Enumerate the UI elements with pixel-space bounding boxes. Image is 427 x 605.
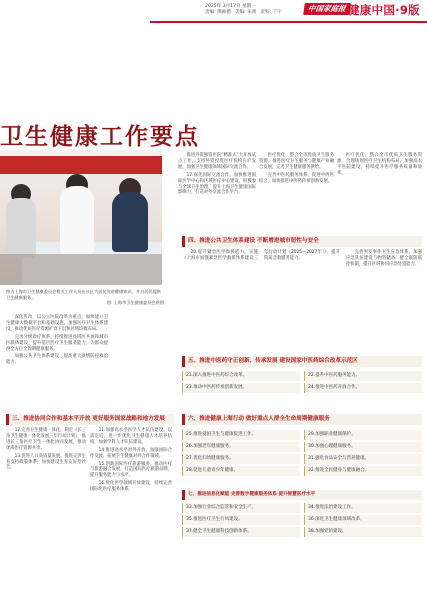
paragraph: 12.完善卫生健康一体化。制定《长三角卫生健康一体化发展三年行动计划》，推进长三角医疗卫生一体化协同发展，推动优质医疗资源共享。 <box>6 428 86 451</box>
paragraph: 医疗优化，整合全市优质卫生服务资源，合理规划医疗卫生机构布局，加强高水平医院建设，持续提升医疗服务质量和效率。 <box>337 153 422 176</box>
article-headline: 卫生健康工作要点 <box>0 123 200 150</box>
section-heading-text: 三、推进协同合作和基本平开放 更好服务国家战略和地方发展 <box>12 416 165 422</box>
paragraph: 17.深化国际交流合作。加快推进国际医学中心和区域医疗中心建设，积极参与全球卫生治理，提升上海卫生健康国际影响力，打造对外交流合作平台。 <box>178 172 256 196</box>
photo-credit: 图: 上海市卫生健康委员会供图 <box>106 300 164 306</box>
body-column-2 <box>90 428 172 495</box>
paragraph: 加强公共卫生体系建设，提高重大疫情防控救治能力。 <box>6 354 108 366</box>
editor-credit: 责编: 熊师德 <box>205 10 231 15</box>
section-heading-3 <box>6 414 174 425</box>
paragraph: 推进外资独资医院“精准式”大开放试点工作，支持外资投资医疗机构在沪发展，加强卫生健康领域国际交流合作。 <box>178 153 256 170</box>
task-item: 23.推动中医药传承创新发展。 <box>182 383 300 393</box>
section-heading-text: 四、推进公共卫生体系建设 不断增进城市韧性与安全 <box>188 238 319 244</box>
photo-caption-text: 图为上海市卫生健康委员会相关工作人员在社区为居民宣讲健康知识，并为居民提供卫生健康服务。 <box>6 289 161 300</box>
task-item: 29.加强职业健康保护。 <box>304 430 422 440</box>
paragraph: 20.提升紧急医学救援能力。实施《上海市加强紧急医学救援体系建设三年行动计划（2025—2027年）》，提升院前急救服务能力。 <box>182 250 340 261</box>
section-7-task-list <box>182 503 422 537</box>
paragraph: 完善中医药服务体系，促进中西医结合，加快推进中医药传承创新发展。 <box>259 172 334 184</box>
task-item: 30.加强心理健康服务。 <box>304 442 422 452</box>
body-column-4 <box>259 153 334 187</box>
task-item: 32.推进全民健身与健康融合。 <box>304 466 422 476</box>
body-column-5 <box>337 153 422 179</box>
art-credit: 美编: 朱蕾 <box>234 10 257 15</box>
task-item: 26.加强老年健康服务。 <box>182 442 300 452</box>
paragraph: 14.推进高水平对外开放。加强国际合作交流，拓展卫生健康对外合作领域。 <box>90 447 172 459</box>
task-item: 33.加强行业综合监管和安全生产。 <box>182 503 300 513</box>
section-heading-7 <box>182 490 422 500</box>
section-6-task-list <box>182 430 422 476</box>
task-item: 36.深化卫生健康领域改革。 <box>304 515 422 525</box>
task-item: 31.强化食品安全与营养健康。 <box>304 454 422 464</box>
paragraph: 完善突发事件卫生应急体系，加强应急队伍建设与物资储备，健全联防联控机制，提升区域协同应急处置能力。 <box>346 250 422 267</box>
photo-person <box>60 186 94 254</box>
body-column-1 <box>6 315 108 368</box>
task-item: 27.优化妇幼健康服务。 <box>182 454 300 464</box>
section-heading-5 <box>182 356 422 367</box>
photo-banner <box>0 156 162 174</box>
paragraph: 16.优化医学领域开放建设，持续完善国际化医疗服务体系。 <box>90 481 172 493</box>
body-column-5b <box>182 250 422 268</box>
section-heading-text: 五、推进中医药守正创新、传承发展 建设国家中医药综合改革示范区 <box>188 358 358 364</box>
paragraph: 医疗优化，整合全市优质卫生服务资源，推进医疗卫生服务与健康产业融合发展，完善卫生健康服务供给。 <box>259 153 334 170</box>
proof-credit: 责校: 丁宇 <box>260 10 282 15</box>
paragraph: 11.加强高水平医学人才队伍建设。以需定培，进一步优化卫生健康人才培养结构，加强学科人才队伍建设。 <box>90 428 172 445</box>
masthead-rule <box>150 21 427 23</box>
paragraph: 深化医改，以公立医院改革为重点，加快建立卫生健康大数据平台和基础设施，加强医疗卫生体系建设，推动优质医疗资源扩容下沉和区域均衡布局。 <box>6 315 108 332</box>
task-item: 21.深入推进中医药综合改革。 <box>182 371 300 381</box>
paragraph: 完善分级诊疗体系，持续推进县域医共体和城市医联体建设，提升基层医疗卫生服务能力，为群众提供全方位全周期健康服务。 <box>6 334 108 352</box>
body-column-3 <box>178 153 256 198</box>
section-heading-text: 六、推进健康上海行动 做好重点人群全生命周期健康服务 <box>188 416 330 422</box>
section-heading-text: 七、推进信息化赋能 完善数字健康服务体系 提升智慧医疗水平 <box>188 492 316 497</box>
task-item: 35.推进医疗卫生行风建设。 <box>182 515 300 525</box>
task-item: 28.促进儿童青少年健康。 <box>182 466 300 476</box>
task-item: 22.提升中医药服务能力。 <box>304 371 422 381</box>
photo-person <box>112 192 148 252</box>
issue-date: 2025年 3月17日 星期一 <box>205 4 256 9</box>
masthead <box>0 0 427 20</box>
photo-person <box>6 198 36 258</box>
task-item: 25.推进爱国卫生与健康促进工作。 <box>182 430 300 440</box>
newspaper-logo: 中国家庭报 <box>303 3 350 15</box>
paragraph: 13.促进人口高质量发展。推进完善生育支持政策体系，加快建设生育友好型社会。 <box>6 453 86 471</box>
section-heading-4 <box>182 236 422 247</box>
task-item: 38.加强党的建设。 <box>304 527 422 537</box>
section-5-task-list <box>182 371 422 393</box>
section-heading-6 <box>182 414 422 425</box>
paragraph: 15.创新国际医疗旅游服务。推动医疗与旅游融合发展，打造国际医疗旅游品牌，提升服务能力与水平。 <box>90 461 172 479</box>
task-item: 37.健全卫生健康科技创新体系。 <box>182 527 300 537</box>
body-column-1b <box>6 428 86 473</box>
task-item: 34.推进法治建设工作。 <box>304 503 422 513</box>
photo-crowd <box>0 254 162 285</box>
article-photo <box>0 150 162 285</box>
section-name: 健康中国·9版 <box>348 3 420 17</box>
photo-caption <box>6 289 164 306</box>
task-item: 24.推进中医药开放合作。 <box>304 383 422 393</box>
